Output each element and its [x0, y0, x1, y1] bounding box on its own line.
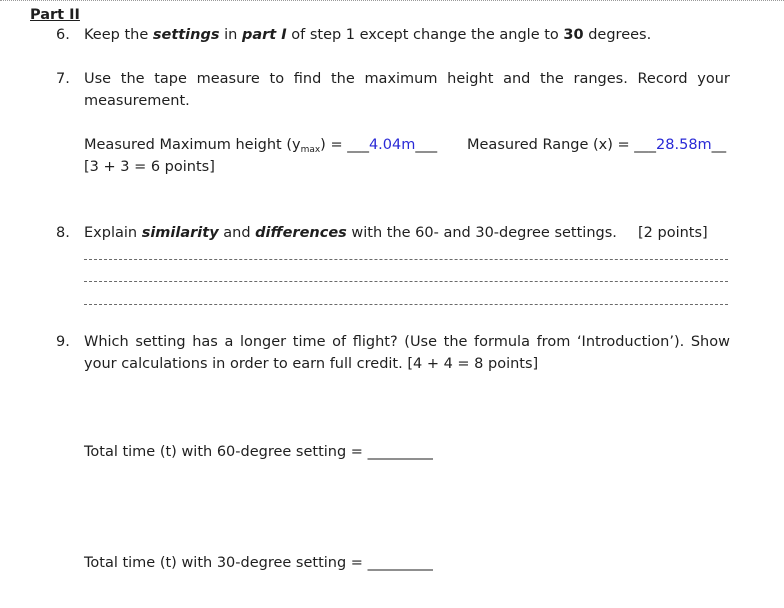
q9-total-time-60: Total time (t) with 60-degree setting = _________	[84, 444, 433, 460]
q7-points: [3 + 3 = 6 points]	[84, 159, 215, 175]
range-value: 28.58m	[656, 137, 712, 153]
max-height-value: 4.04m	[368, 137, 416, 153]
q9-text-line1: Which setting has a longer time of flight? (Use the formula from ‘Introduction’). Show	[84, 334, 730, 350]
q8-number: 8.	[56, 225, 70, 241]
q9-text-line2: your calculations in order to earn full credit. [4 + 4 = 8 points]	[84, 356, 539, 372]
part-title: Part II	[30, 7, 80, 23]
q7-measured-range: Measured Range (x) = ___28.58m__	[467, 137, 727, 153]
q7-text-line2: measurement.	[84, 93, 190, 109]
q6-text: Keep the settings in part I of step 1 except change the angle to 30 degrees.	[84, 27, 652, 43]
q6-number: 6.	[56, 27, 70, 43]
q7-text-line1: Use the tape measure to find the maximum height and the ranges. Record your	[84, 71, 730, 87]
q9-number: 9.	[56, 334, 70, 350]
q7-number: 7.	[56, 71, 70, 87]
q9-total-time-30: Total time (t) with 30-degree setting = _________	[84, 555, 433, 571]
page-top-divider	[0, 0, 784, 1]
q8-text: Explain similarity and differences with the 60- and 30-degree settings.	[84, 225, 617, 241]
q8-answer-line[interactable]	[84, 259, 728, 260]
q7-measured-height: Measured Maximum height $(y_{max})$ = ___4.04m___	[84, 137, 438, 155]
q8-answer-line[interactable]	[84, 304, 728, 305]
q8-answer-line[interactable]	[84, 281, 728, 282]
q8-points: [2 points]	[638, 225, 708, 241]
